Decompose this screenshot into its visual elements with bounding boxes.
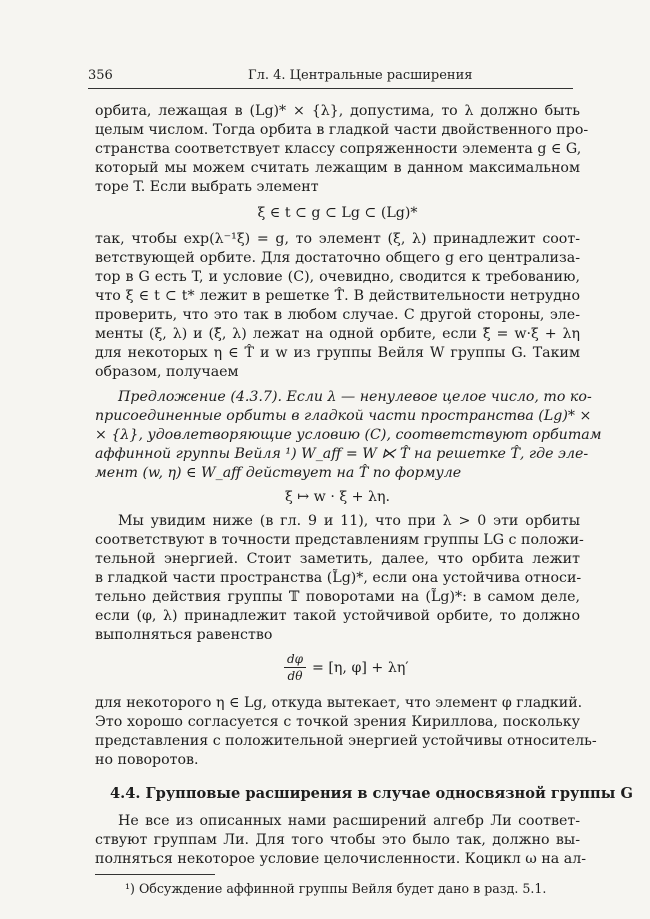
text-line: орбита, лежащая в (Lg)* × {λ}, допустима, то λ должно быть xyxy=(95,103,580,119)
text-line: Мы увидим ниже (в гл. 9 и 11), что при λ > 0 эти орбиты xyxy=(118,513,580,529)
section-heading: 4.4. Групповые расширения в случае односвязной группы G xyxy=(110,785,633,802)
fraction-bar xyxy=(284,667,306,668)
equation-rhs: = [η, φ] + λη′ xyxy=(312,660,409,676)
text-line: для некоторого η ∈ Lg, откуда вытекает, что элемент φ гладкий. xyxy=(95,695,583,711)
text-line: полняться некоторое условие целочисленности. Коцикл ω на ал- xyxy=(95,851,587,867)
text-line: менты (ξ, λ) и (ξ̃, λ) лежат на одной орбите, если ξ̃ = w·ξ + λη xyxy=(95,326,580,342)
proposition-line: × {λ}, удовлетворяющие условию (C), соответствуют орбитам xyxy=(95,427,602,443)
header-rule xyxy=(88,88,573,89)
text-line: выполняться равенство xyxy=(95,627,273,643)
fraction-denominator: dθ xyxy=(287,669,303,683)
text-line: в гладкой части пространства (L̃g)*, если она устойчива относи- xyxy=(95,570,582,586)
proposition-line: присоединенные орбиты в гладкой части пространства (Lg)* × xyxy=(95,408,592,424)
page-number: 356 xyxy=(88,68,113,83)
text-line: странства соответствует классу сопряженности элемента g ∈ G, xyxy=(95,141,582,157)
text-line: целым числом. Тогда орбита в гладкой части двойственного про- xyxy=(95,122,589,138)
text-line: образом, получаем xyxy=(95,364,239,380)
text-line: Не все из описанных нами расширений алгебр Ли соответ- xyxy=(118,813,580,829)
text-line: тор в G есть T, и условие (C), очевидно, сводится к требованию, xyxy=(95,269,580,285)
text-line: ветствующей орбите. Для достаточно общего g его централиза- xyxy=(95,250,580,266)
text-line: что ξ ∈ t ⊂ t* лежит в решетке T̂. В действительности нетрудно xyxy=(95,288,580,304)
proposition-line: аффинной группы Вейля ¹) W_aff = W ⋉ T̂ на решетке T̂, где эле- xyxy=(95,446,589,462)
running-header xyxy=(88,68,573,86)
display-formula: ξ ∈ t ⊂ g ⊂ Lg ⊂ (Lg)* xyxy=(257,205,418,221)
text-line: для некоторых η ∈ T̂ и w из группы Вейля W группы G. Таким xyxy=(95,345,580,361)
text-line: который мы можем считать лежащим в данном максимальном xyxy=(95,160,580,176)
proposition-line: Предложение (4.3.7). Если λ — ненулевое целое число, то ко- xyxy=(118,389,592,405)
text-line: так, чтобы exp(λ⁻¹ξ) = g, то элемент (ξ, λ) принадлежит соот- xyxy=(95,231,580,247)
footnote: ¹) Обсуждение аффинной группы Вейля будет дано в разд. 5.1. xyxy=(125,881,547,896)
text-line: ствуют группам Ли. Для того чтобы это было так, должно вы- xyxy=(95,832,580,848)
text-line: соответствуют в точности представлениям группы LG с положи- xyxy=(95,532,584,548)
fraction-numerator: dφ xyxy=(286,652,304,666)
text-line: но поворотов. xyxy=(95,752,199,768)
derivative-equation xyxy=(282,652,452,686)
text-line: представления с положительной энергией устойчивы относитель- xyxy=(95,733,597,749)
text-line: проверить, что это так в любом случае. С другой стороны, эле- xyxy=(95,307,580,323)
text-line: тельно действия группы 𝕋 поворотами на (L̃g)*: в самом деле, xyxy=(95,589,580,605)
text-line: Это хорошо согласуется с точкой зрения Кириллова, поскольку xyxy=(95,714,580,730)
text-line: если (φ, λ) принадлежит такой устойчивой орбите, то должно xyxy=(95,608,580,624)
display-formula: ξ ↦ w · ξ + λη. xyxy=(284,489,391,505)
footnote-rule xyxy=(95,874,215,875)
text-line: торе T. Если выбрать элемент xyxy=(95,179,319,195)
proposition-line: мент (w, η) ∈ W_aff действует на T̂ по формуле xyxy=(95,465,462,481)
running-title: Гл. 4. Центральные расширения xyxy=(248,68,473,83)
text-line: тельной энергией. Стоит заметить, далее, что орбита лежит xyxy=(95,551,580,567)
